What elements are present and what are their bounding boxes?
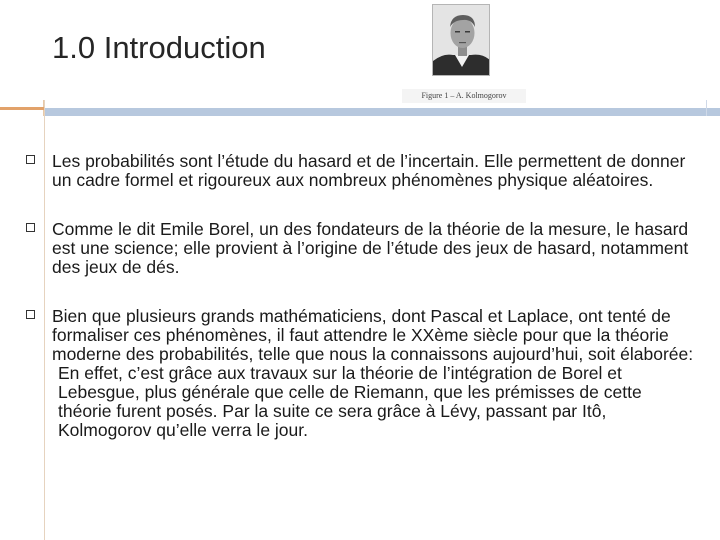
bullet-text: Comme le dit Emile Borel, un des fondateurs de la théorie de la mesure, le hasard est une science; elle provient à l’origine de l’étude des jeux de hasard, notamment des jeux de dés. [52,219,689,277]
divider-end-line [706,100,707,116]
list-item [26,220,698,277]
bullet-list [26,152,698,440]
list-item [26,307,698,440]
figure-caption: Figure 1 – A. Kolmogorov [402,89,526,103]
figure [398,0,528,104]
title-divider-bar [44,108,720,116]
slide-title: 1.0 Introduction [52,30,266,65]
square-bullet-icon [26,310,35,319]
bullet-text: Les probabilités sont l’étude du hasard et de l’incertain. Elle permettent de donner un cadre formel et rigoureux aux nombreux phénomènes physique aléatoires. [52,151,686,190]
accent-left-block [0,100,44,116]
accent-orange-line [0,107,44,110]
bullet-text: Bien que plusieurs grands mathématiciens, dont Pascal et Laplace, ont tenté de formaliser ces phénomènes, il faut attendre le XXème siècle pour que la théorie moderne des probabilités, telle que nous la connaissons aujourd’hui, soit élaborée: [52,306,694,364]
square-bullet-icon [26,155,35,164]
list-item [26,152,698,190]
bullet-continuation: En effet, c’est grâce aux travaux sur la théorie de l’intégration de Borel et Lebesgue, plus générale que celle de Riemann, que les prémisses de cette théorie furent posés. Par la suite ce sera grâce à Lévy, passant par Itô, Kolmogorov qu’elle verra le jour. [58,363,642,440]
square-bullet-icon [26,223,35,232]
portrait-photo [432,4,490,76]
